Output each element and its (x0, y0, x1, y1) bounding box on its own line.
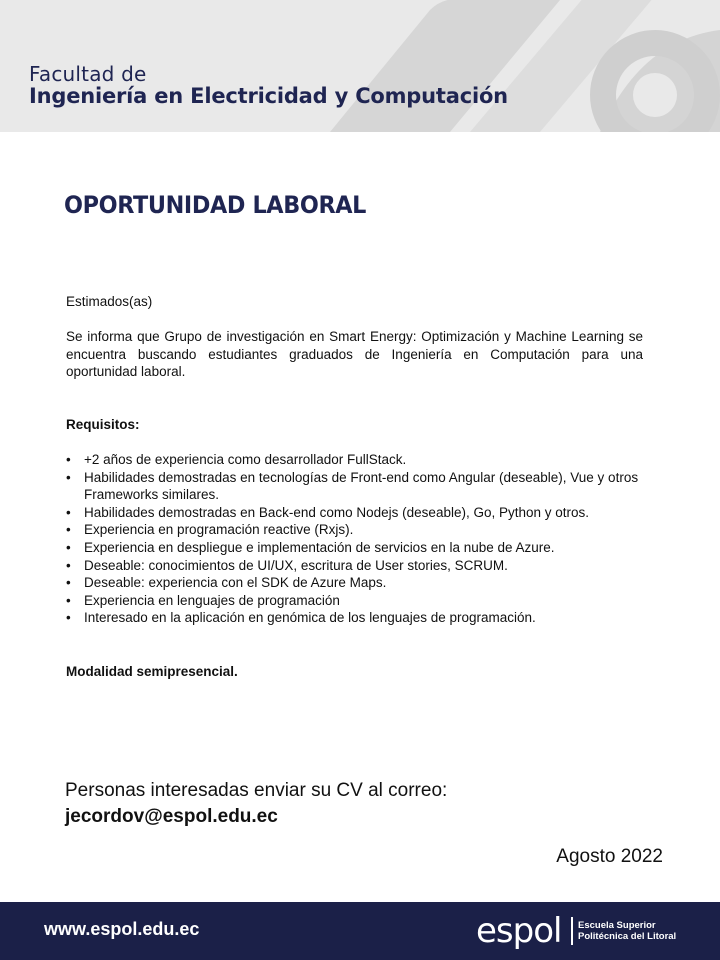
logo-institution-name (578, 920, 676, 942)
contact-instructions: Personas interesadas enviar su CV al correo: (65, 780, 448, 801)
list-item: • Experiencia en programación reactive (Rxjs). (66, 521, 646, 539)
website-link[interactable]: www.espol.edu.ec (44, 919, 200, 939)
list-item: • Interesado en la aplicación en genómica de los lenguajes de programación. (66, 609, 646, 627)
list-item: • +2 años de experiencia como desarrollador FullStack. (66, 451, 646, 469)
publication-date: Agosto 2022 (556, 846, 663, 867)
faculty-label: Facultad de (29, 62, 147, 86)
contact-email[interactable]: jecordov@espol.edu.ec (65, 806, 278, 827)
list-item: • Deseable: conocimientos de UI/UX, escritura de User stories, SCRUM. (66, 557, 646, 575)
faculty-name: Ingeniería en Electricidad y Computación (29, 84, 508, 108)
page-title: OPORTUNIDAD LABORAL (64, 191, 367, 219)
list-item: • Deseable: experiencia con el SDK de Azure Maps. (66, 574, 646, 592)
header-banner (0, 0, 720, 132)
requirements-list (66, 451, 646, 627)
requirements-heading: Requisitos: (66, 417, 140, 432)
list-item: • Habilidades demostradas en tecnologías de Front-end como Angular (deseable), Vue y otros Frameworks similares. (66, 469, 646, 504)
list-item: • Experiencia en lenguajes de programación (66, 592, 646, 610)
footer-bar (0, 902, 720, 960)
list-item: • Experiencia en despliegue e implementación de servicios en la nube de Azure. (66, 539, 646, 557)
list-item: • Habilidades demostradas en Back-end como Nodejs (deseable), Go, Python y otros. (66, 504, 646, 522)
logo-line-1: Escuela Superior (578, 920, 656, 931)
logo-line-2: Politécnica del Litoral (578, 931, 677, 942)
intro-paragraph: Se informa que Grupo de investigación en Smart Energy: Optimización y Machine Learning se encuentra buscando estudiantes graduados de Ingeniería en Computación para una oportunidad laboral. (66, 329, 643, 380)
logo-wordmark: espol (476, 911, 562, 951)
espol-logo (476, 911, 696, 953)
logo-divider (571, 917, 573, 945)
modality-note: Modalidad semipresencial. (66, 664, 238, 679)
greeting: Estimados(as) (66, 294, 153, 309)
